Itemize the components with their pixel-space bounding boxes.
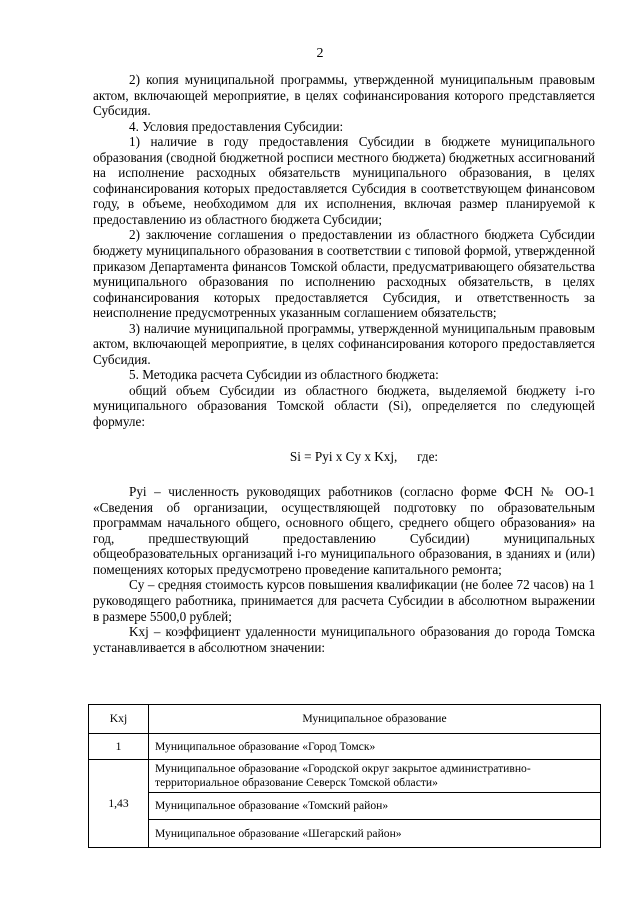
paragraph: Cy – средняя стоимость курсов повышения квалификации (не более 72 часов) на 1 руководящего работника, принимается для расчета Субсидии в абсолютном выражении в размере 5500,0 рублей;: [93, 577, 595, 624]
municipality-cell: Муниципальное образование «Томский район»: [149, 793, 601, 820]
table-row: [89, 820, 601, 848]
table-header-row: [89, 705, 601, 734]
table-row: [89, 760, 601, 793]
formula: Si = Pyi x Cy x Kxj, где:: [289, 448, 439, 464]
paragraph: Kxj – коэффициент удаленности муниципального образования до города Томска устанавливается в абсолютном значении:: [93, 624, 595, 655]
paragraph: 1) наличие в году предоставления Субсидии в бюджете муниципального образования (сводной бюджетной росписи местного бюджета) бюджетных ассигнований на исполнение расходных обязательств муниципального образования, в целях софинансирования которых предоставляется Субсидия в соответствующем финансовом году, в объеме, необходимом для их исполнения, включая размер планируемой к предоставлению из областного бюджета Субсидии;: [93, 134, 595, 227]
paragraph: общий объем Субсидии из областного бюджета, выделяемой бюджету i-го муниципального образования Томской области (Si), определяется по следующей формуле:: [93, 382, 595, 430]
coefficient-cell: 1: [89, 734, 149, 760]
table-header-cell: Kxj: [89, 705, 149, 734]
document-body: [93, 72, 595, 655]
coefficient-table: [88, 704, 601, 848]
page-number: 2: [316, 46, 324, 61]
paragraph: 3) наличие муниципальной программы, утвержденной муниципальным правовым актом, включающей мероприятие, в целях софинансирования которого предоставляется Субсидия.: [93, 320, 595, 367]
section-heading: 5. Методика расчета Субсидии из областного бюджета:: [129, 367, 439, 383]
paragraph: 2) копия муниципальной программы, утвержденной муниципальным правовым актом, включающей мероприятие, в целях софинансирования которого представляется Субсидия.: [93, 72, 595, 119]
municipality-cell: Муниципальное образование «Городской округ закрытое административно-территориальное образование Северск Томской области»: [149, 760, 601, 793]
table-row: [89, 793, 601, 820]
municipality-cell: Муниципальное образование «Город Томск»: [149, 734, 601, 760]
paragraph: 2) заключение соглашения о предоставлении из областного бюджета Субсидии бюджету муниципального образования в соответствии с типовой формой, утвержденной приказом Департамента финансов Томской области, предусматривающего обязательства муниципального образования по исполнению расходных обязательств, в целях софинансирования которых предоставляется Субсидия, и ответственность за неисполнение предусмотренных указанным соглашением обязательств;: [93, 227, 595, 321]
coefficient-cell: 1,43: [89, 760, 149, 848]
table-header-cell: Муниципальное образование: [149, 705, 601, 734]
paragraph: Pyi – численность руководящих работников (согласно форме ФСН № ОО-1 «Сведения об организации, осуществляющей подготовку по образовательным программам начального общего, основного общего, среднего общего образования» на год, предшествующий предоставлению Субсидии) муниципальных общеобразовательных организаций i-го муниципального образования, в зданиях и (или) помещениях которых предусмотрено проведение капитального ремонта;: [93, 484, 595, 577]
municipality-cell: Муниципальное образование «Шегарский район»: [149, 820, 601, 848]
table-row: [89, 734, 601, 760]
section-heading: 4. Условия предоставления Субсидии:: [129, 118, 344, 134]
